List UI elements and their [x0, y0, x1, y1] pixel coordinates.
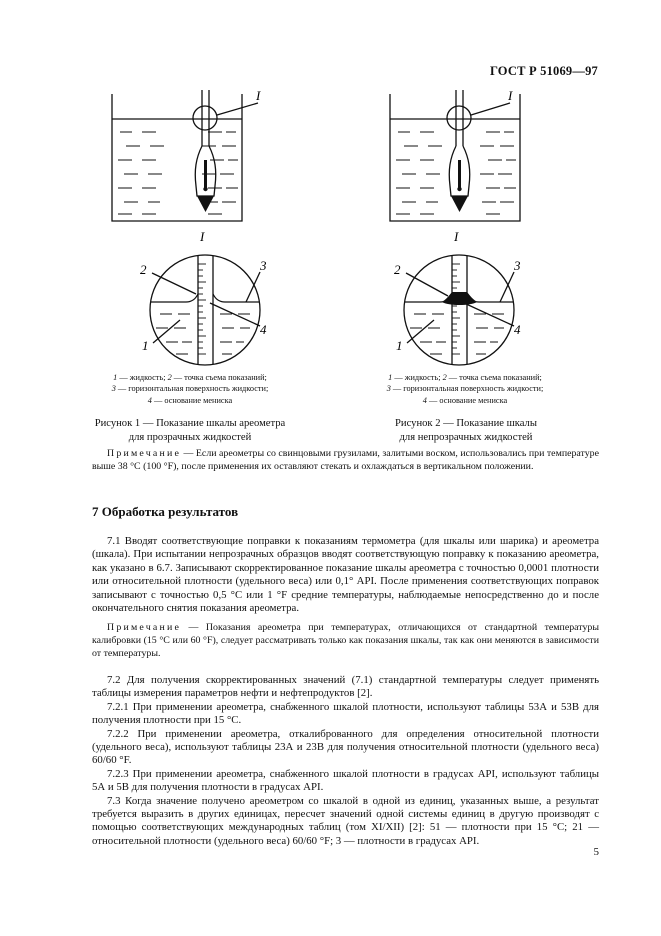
figure-2-caption-line-2: для непрозрачных жидкостей [399, 431, 533, 443]
legend-1-text-3: — горизонтальная поверхность жидкости; [115, 384, 269, 394]
section-heading: 7 Обработка результатов [92, 504, 239, 519]
legend-1-text-2: — точка съема показаний; [171, 373, 267, 382]
paragraph-7-3: 7.3 Когда значение получено ареометром со шкалой в одной из единиц, указанных выше, а результат требуется выразить в других единицах, пересчет значений одной системы единиц в другую производят с помощью соответствующих международных таблиц (том XI/XII) [2]: 51 — плотности при 15 °С; 21 — относительной плотности (удельного веса) 60/60 °F; 3 — плотности в градусах API. [92, 794, 599, 847]
legend-2-num-3: 3 [386, 384, 391, 394]
figure-2-label-3: 3 [514, 258, 521, 273]
figure-2-drawing [338, 88, 568, 368]
figure-2-caption [358, 417, 574, 444]
note-1-text: — Если ареометры со свинцовыми грузилами, залитыми воском, использовались при температуре выше 38 °С (100 °F), после применения их оставляют стекать и охлаждаться в вертикальном положении. [92, 448, 599, 472]
page-number: 5 [593, 846, 599, 858]
paragraph-7-1 [92, 535, 599, 615]
figure-2-caption-line-1: Рисунок 2 — Показание шкалы [395, 418, 537, 429]
figure-2-detail-label: I [454, 229, 459, 244]
figure-1-legend [70, 372, 310, 406]
note-2 [92, 622, 599, 661]
legend-1-num-4: 4 [147, 395, 152, 405]
legend-2-num-4: 4 [422, 395, 427, 405]
legend-1-num-3: 3 [111, 384, 116, 394]
paragraph-7-2-2: 7.2.2 При применении ареометра, откалиброванного для определения относительной плотности (удельного веса), используют таблицы 23А и 23В для получения относительной плотности (удельного веса) 60/60 °F. [92, 727, 599, 767]
figure-1-detail-label: I [200, 229, 205, 244]
figure-1-label-1: 1 [142, 338, 149, 353]
paragraph-7-2-3: 7.2.3 При применении ареометра, снабженного шкалой плотности в градусах API, используют таблицы 5А и 5В для получения плотности в градусах API. [92, 767, 599, 794]
legend-1-text-1: — жидкость; [117, 373, 168, 382]
note-2-text: — Показания ареометра при температурах, отличающихся от стандартной температуры калибровки (15 °С или 60 °F), следует рассматривать только как показания шкалы, так как они меняются в зависимости от температуры. [92, 622, 599, 659]
paragraph-7-2-1: 7.2.1 При применении ареометра, снабженного шкалой плотности, используют таблицы 53А и 53В для получения плотности при 15 °С. [92, 700, 599, 727]
figure-1-caption-line-1: Рисунок 1 — Показание шкалы ареометра [94, 418, 286, 429]
figure-1-label-2: 2 [140, 262, 147, 277]
figure-2-svg [338, 88, 568, 368]
figure-1-label-4: 4 [260, 322, 267, 337]
note-1 [92, 448, 599, 474]
figure-1-drawing [60, 88, 290, 368]
figure-1-caption-line-2: для прозрачных жидкостей [128, 431, 252, 443]
legend-2-num-2: 2 [442, 373, 447, 382]
figure-2-legend [345, 372, 585, 406]
figure-1-caption [72, 417, 308, 444]
legend-2-text-2: — точка съема показаний; [446, 373, 542, 382]
legend-2-text-4: — основание мениска [426, 395, 508, 405]
legend-2-num-1: 1 [388, 373, 393, 382]
figure-2-label-2: 2 [394, 262, 401, 277]
paragraphs-7-2 [92, 674, 599, 848]
figure-2-label-4: 4 [514, 322, 521, 337]
document-code: ГОСТ Р 51069—97 [489, 64, 598, 78]
legend-1-num-2: 2 [167, 373, 172, 382]
figure-1-label-3: 3 [260, 258, 267, 273]
legend-2-text-1: — жидкость; [392, 373, 443, 382]
legend-1-num-1: 1 [113, 373, 118, 382]
paragraph-7-1-text: 7.1 Вводят соответствующие поправки к показаниям термометра (для шкалы или шарика) и ареометра (шкала). При испытании непрозрачных образцов вводят соответствующую поправку к показанию ареометра, как указано в 6.7. Записывают скорректированное показание шкалы ареометра с точностью 0,0001 плотности или относительной плотности (удельного веса) или 0,1° API. После применения соответствующих поправок записывают с точностью 0,5 °С или 1 °F средние температуры, наблюдаемые непосредственно до и после окончательного снятия показания ареометра. [92, 535, 599, 615]
legend-2-text-3: — горизонтальная поверхность жидкости; [390, 384, 544, 394]
figure-2-label-1: 1 [396, 338, 403, 353]
figure-1-callout-label: I [256, 88, 261, 103]
figure-1-svg [60, 88, 290, 368]
note-2-label: Примечание [107, 622, 182, 633]
note-1-label: Примечание [107, 448, 182, 459]
figure-2-callout-label: I [508, 88, 513, 103]
legend-1-text-4: — основание мениска [151, 395, 233, 405]
paragraph-7-2: 7.2 Для получения скорректированных значений (7.1) стандартной температуры следует применять таблицы измерения параметров нефти и нефтепродуктов [2]. [92, 674, 599, 700]
